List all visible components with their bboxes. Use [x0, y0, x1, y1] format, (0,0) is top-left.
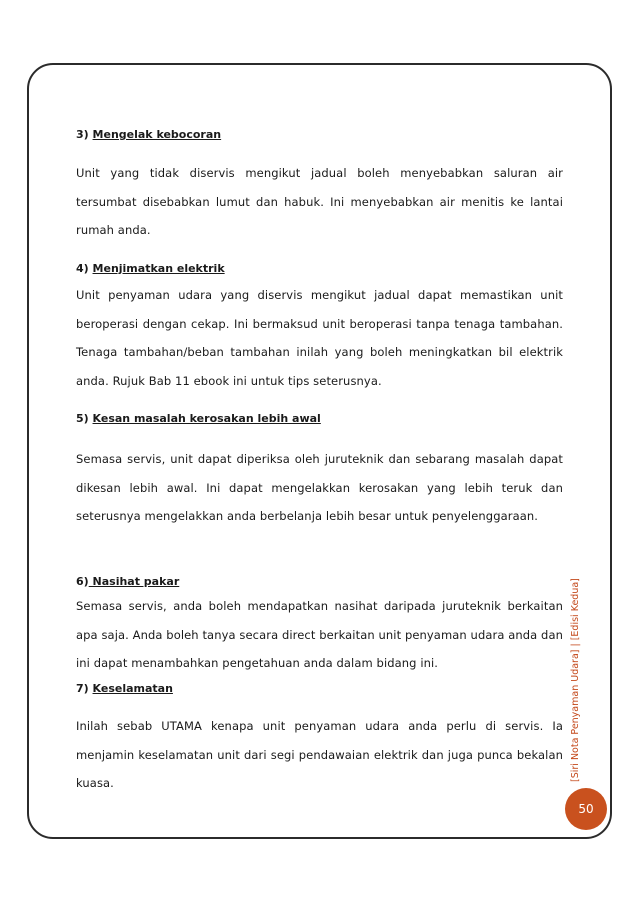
section-number: 7) — [76, 682, 89, 695]
section-title: Mengelak kebocoran — [92, 128, 222, 141]
section-number: 3) — [76, 128, 89, 141]
section-body: Semasa servis, anda boleh mendapatkan nasihat daripada juruteknik berkaitan apa saja. Anda boleh tanya secara direct berkaitan unit penyaman udara anda dan ini dapat menambahkan pengetahuan anda dalam bidang ini. — [76, 599, 563, 670]
section-number: 5) — [76, 412, 89, 425]
section-heading — [76, 261, 225, 277]
section-heading — [76, 574, 179, 590]
page-number-badge: 50 — [565, 788, 607, 830]
section-title: Nasihat pakar — [88, 575, 180, 588]
section-body: Inilah sebab UTAMA kenapa unit penyaman udara anda perlu di servis. Ia menjamin keselamatan unit dari segi pendawaian elektrik dan juga punca bekalan kuasa. — [76, 719, 563, 790]
section-heading — [76, 681, 173, 697]
section-body: Unit yang tidak diservis mengikut jadual boleh menyebabkan saluran air tersumbat disebabkan lumut dan habuk. Ini menyebabkan air menitis ke lantai rumah anda. — [76, 166, 563, 237]
section-body: Semasa servis, unit dapat diperiksa oleh juruteknik dan sebarang masalah dapat dikesan lebih awal. Ini dapat mengelakkan kerosakan yang lebih teruk dan seterusnya mengelakkan anda berbelanja lebih besar untuk penyelenggaraan. — [76, 452, 563, 523]
section-number: 4) — [76, 262, 89, 275]
section-heading — [76, 411, 321, 427]
section-number: 6) — [76, 575, 89, 588]
section-body: Unit penyaman udara yang diservis mengikut jadual dapat memastikan unit beroperasi dengan cekap. Ini bermaksud unit beroperasi tanpa tenaga tambahan. Tenaga tambahan/beban tambahan inilah yang boleh meningkatkan bil elektrik anda. Rujuk Bab 11 ebook ini untuk tips seterusnya. — [76, 288, 563, 388]
section-heading — [76, 127, 221, 143]
section-title: Keselamatan — [92, 682, 173, 695]
section-title: Kesan masalah kerosakan lebih awal — [92, 412, 321, 425]
series-edition-label: [Siri Nota Penyaman Udara] | [Edisi Kedua] — [570, 578, 581, 782]
section-title: Menjimatkan elektrik — [92, 262, 225, 275]
